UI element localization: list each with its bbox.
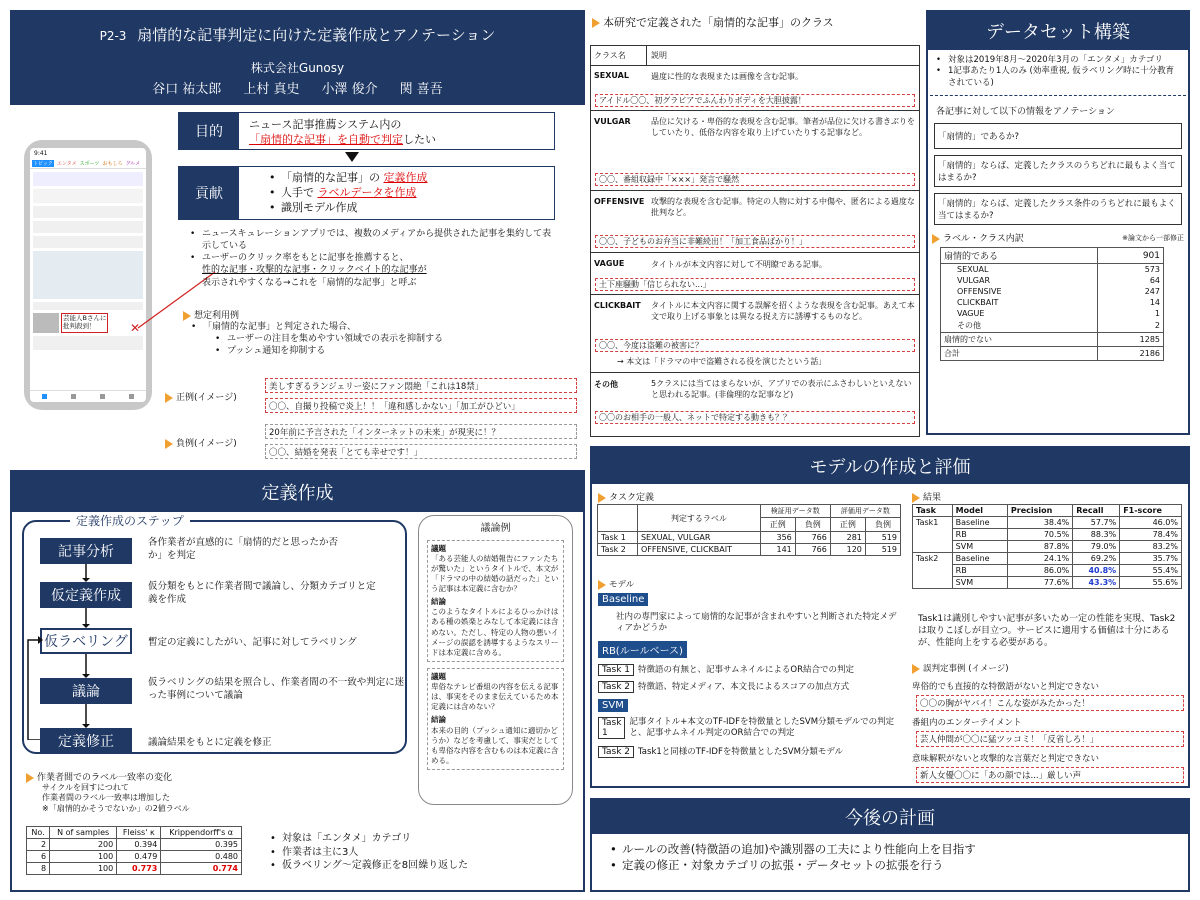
background-list <box>190 228 560 289</box>
disc-heading: 議題 <box>431 671 446 681</box>
table-row <box>941 347 1164 361</box>
class-name: VULGAR <box>594 117 631 126</box>
error-example: 新人女優〇〇に「あの顔では...」厳しい声 <box>916 767 1184 783</box>
label-key: その他 <box>941 319 1098 333</box>
section-marker-icon <box>26 773 34 783</box>
error-title: 誤判定事例 (イメージ) <box>923 664 1009 674</box>
agreement-note: 作業者間のラベル一致率は増加した <box>42 793 170 803</box>
model-heading: モデルの作成と評価 <box>592 448 1188 484</box>
cell: 57.7% <box>1073 517 1120 529</box>
cell: 38.4% <box>1007 517 1072 529</box>
annot-title: 各記事に対して以下の情報をアノテーション <box>936 107 1115 118</box>
purpose-highlight: 「扇情的な記事」を自動で判定 <box>249 133 403 147</box>
cell: 69.2% <box>1073 553 1120 565</box>
class-row <box>591 111 919 191</box>
author-4: 関 喜吾 <box>399 82 443 97</box>
error-example: 芸人仲間が〇〇に猛ツッコミ！「反省しろ！」 <box>916 731 1184 747</box>
classes-heading <box>592 14 834 30</box>
dataset-list <box>928 50 1188 89</box>
discussion-card <box>427 540 564 662</box>
dataset-item: • 1記事あたり1人のみ (効率重視, 仮ラベリング時に十分教育されている) <box>936 66 1182 89</box>
class-example: 土下座騒動「信じられない...」 <box>595 278 915 291</box>
error-section <box>912 662 1184 783</box>
phone-tab[interactable]: グルメ <box>125 161 141 167</box>
label-key: 合計 <box>941 347 1098 361</box>
table-row <box>913 577 1182 589</box>
cell: 24.1% <box>1007 553 1072 565</box>
negative-examples-label <box>165 436 237 449</box>
agreement-header: Fleiss' κ <box>117 827 161 839</box>
agreement-section <box>26 770 276 814</box>
result-title-text: 結果 <box>923 493 942 503</box>
cell: 766 <box>795 532 830 544</box>
task-badge: Task 1 <box>598 717 625 739</box>
task-subheader: 正例 <box>830 518 865 532</box>
positive-example: 〇〇、自撮り投稿で炎上！！「違和感しかない」「加工がひどい」 <box>265 398 577 413</box>
poster-code: P2-3 <box>99 29 127 43</box>
cell: OFFENSIVE, CLICKBAIT <box>637 544 760 556</box>
cell: 35.7% <box>1120 553 1182 565</box>
table-row <box>941 333 1164 347</box>
classes-table <box>590 45 920 437</box>
cell: 0.394 <box>117 839 161 851</box>
agreement-header: N of samples <box>50 827 117 839</box>
table-row <box>941 297 1164 308</box>
step-desc: 議論結果をもとに定義を修正 <box>148 737 272 748</box>
cell: Task 1 <box>598 532 638 544</box>
label-key: VAGUE <box>941 308 1098 319</box>
label-title-wrap <box>932 231 1024 244</box>
class-desc: 過度に性的な表現または画像を含む記事。 <box>651 72 803 81</box>
table-row <box>913 565 1182 577</box>
label-key: 扇情的でない <box>941 333 1098 347</box>
cell: 55.4% <box>1120 565 1182 577</box>
task-badge: Task 2 <box>598 681 634 693</box>
table-row <box>941 286 1164 297</box>
nav-icon[interactable] <box>71 394 76 399</box>
class-desc: タイトルに本文内容に関する誤解を招くような表現を含む記事。あえて本文で取り上げる事象とは異なる捉え方に誘導するものなど。 <box>651 301 915 321</box>
cell: 86.0% <box>1007 565 1072 577</box>
label-value: 1285 <box>1097 333 1163 347</box>
task-subheader: 負例 <box>795 518 830 532</box>
agreement-title: 作業者間でのラベル一致率の変化 <box>37 773 173 783</box>
phone-article-line: 批判殺到！ <box>63 322 96 330</box>
contribution-label: 貢献 <box>179 167 239 219</box>
agreement-note: ※「扇情的かそうでないか」の2値ラベル <box>42 803 190 813</box>
disc-heading: 議題 <box>431 543 446 553</box>
cell: 0.479 <box>117 851 161 863</box>
contribution-text: 「扇情的な記事」の <box>281 171 384 184</box>
section-marker-icon <box>912 493 920 503</box>
label-key: 扇情的である <box>941 248 1098 264</box>
table-row <box>941 308 1164 319</box>
negative-example: 〇〇、結婚を発表「とても幸せです！」 <box>265 444 577 459</box>
step-3: 仮ラベリング <box>40 628 132 654</box>
contribution-item <box>269 201 428 216</box>
label-key: CLICKBAIT <box>941 297 1098 308</box>
svm-desc: 記事タイトル+本文のTF-IDFを特徴量としたSVM分類モデルでの判定と、記事サムネイル判定のOR結合での判定 <box>629 716 895 739</box>
result-header: Model <box>952 505 1007 517</box>
negative-label-text: 負例(イメージ) <box>176 439 237 449</box>
rb-desc: 特徴語、特定メディア、本文長によるスコアの加点方式 <box>638 681 850 692</box>
label-key: OFFENSIVE <box>941 286 1098 297</box>
cell: SEXUAL, VULGAR <box>637 532 760 544</box>
company: 株式会社Gunosy <box>250 61 345 75</box>
phone-tabs <box>30 159 146 169</box>
table-row <box>27 851 242 863</box>
task-header: 検証用データ数 <box>760 505 830 518</box>
error-heading: 卑俗的でも直接的な特徴語がないと判定できない <box>912 682 1100 692</box>
class-row <box>591 253 919 295</box>
nav-icon[interactable] <box>129 394 134 399</box>
label-value: 2 <box>1097 319 1163 333</box>
purpose-box <box>178 112 555 150</box>
agreement-table <box>26 826 242 875</box>
dataset-heading: データセット構築 <box>928 12 1188 50</box>
definition-heading: 定義作成 <box>12 472 583 512</box>
label-key: VULGAR <box>941 275 1098 286</box>
table-row <box>941 264 1164 276</box>
class-name: OFFENSIVE <box>594 197 645 206</box>
task-badge: Task 2 <box>598 746 634 758</box>
cell: 766 <box>795 544 830 556</box>
class-name: SEXUAL <box>594 71 629 80</box>
agreement-header: Krippendorff's α <box>161 827 242 839</box>
cell: 519 <box>865 532 900 544</box>
annot-question: 「扇情的」ならば、定義したクラスのうちどれに最もよく当てはまるか? <box>934 155 1182 187</box>
cell: 0.773 <box>117 863 161 875</box>
section-marker-icon <box>165 439 173 449</box>
cell: 141 <box>760 544 795 556</box>
table-row <box>941 275 1164 286</box>
step-desc: 仮分類をもとに作業者間で議論し、分類カテゴリと定義を作成 <box>148 581 376 606</box>
annot-question: 「扇情的」ならば、定義したクラス条件のうちどれに最もよく当てはまるか? <box>934 193 1182 225</box>
task-subheader: 正例 <box>760 518 795 532</box>
cell: 2 <box>27 839 50 851</box>
cell: 0.395 <box>161 839 242 851</box>
class-row <box>591 66 919 111</box>
background-item <box>190 252 560 288</box>
disc-text: 卑俗なテレビ番組の内容を伝える記事は、事実をそのまま伝えているため本定義には含めない？ <box>431 682 559 712</box>
cell: Task2 <box>913 553 953 565</box>
result-text: Task1は識別しやすい記事が多いため一定の性能を実現、Task2は取りこぼしが目立つ。サービスに適用する価値は十分にあるが、性能向上をする必要がある。 <box>918 614 1176 649</box>
step-desc: 暫定の定義にしたがい、記事に対してラベリング <box>148 637 357 648</box>
cell: 356 <box>760 532 795 544</box>
phone-bottom-nav <box>30 390 146 402</box>
model-section <box>598 578 903 758</box>
baseline-desc: 社内の専門家によって扇情的な記事が含まれやすいと判断された特定メディアかどうか <box>616 612 897 634</box>
table-row <box>27 863 242 875</box>
section-marker-icon <box>598 580 606 590</box>
steps-title: 定義作成のステップ <box>70 512 190 529</box>
down-arrow <box>345 152 359 162</box>
cell: 100 <box>50 863 117 875</box>
step-4: 議論 <box>40 678 132 704</box>
label-value: 64 <box>1097 275 1163 286</box>
cell: 100 <box>50 851 117 863</box>
class-desc: 品位に欠ける・卑俗的な表現を含む記事。筆者が品位に欠ける書きぶりをしていたり、低俗な内容を取り上げていたりする記事など。 <box>651 117 915 137</box>
future-panel <box>590 798 1190 892</box>
error-example: 〇〇の胸がヤバイ！こんな姿がみたかった！ <box>916 695 1184 711</box>
agreement-note: サイクルを回すにつれて <box>42 783 129 792</box>
positive-label-text: 正例(イメージ) <box>176 393 237 403</box>
label-value: 247 <box>1097 286 1163 297</box>
class-example: 〇〇、番組収録中「×××」発言で騒然 <box>595 173 915 186</box>
label-value: 901 <box>1097 248 1163 264</box>
cell: 519 <box>865 544 900 556</box>
author-1: 谷口 祐太郎 <box>152 82 222 97</box>
contribution-item <box>269 171 428 186</box>
author-2: 上村 真史 <box>243 82 300 97</box>
nav-icon[interactable] <box>100 394 105 399</box>
phone-tab[interactable]: トピック <box>33 161 53 167</box>
purpose-label: 目的 <box>179 113 239 149</box>
section-marker-icon <box>592 18 600 28</box>
table-row <box>941 248 1164 264</box>
table-row <box>913 541 1182 553</box>
poster-title: 扇情的な記事判定に向けた定義作成とアノテーション <box>137 26 496 44</box>
classes-col-header: 説明 <box>651 51 667 60</box>
result-title <box>912 490 941 503</box>
task-title-text: タスク定義 <box>609 493 655 503</box>
svm-tag: SVM <box>598 699 628 712</box>
background-text: ユーザーのクリック率をもとに記事を推薦すると、 <box>202 253 409 264</box>
label-value: 2186 <box>1097 347 1163 361</box>
label-note: ※論文から一部修正 <box>1122 233 1184 242</box>
phone-article-line: 芸能人Bさんに <box>63 314 107 323</box>
cell: RB <box>952 529 1007 541</box>
cell: 79.0% <box>1073 541 1120 553</box>
future-heading: 今後の計画 <box>592 800 1188 834</box>
task-header: 評価用データ数 <box>830 505 900 518</box>
cell: RB <box>952 565 1007 577</box>
phone-tab[interactable]: スポーツ <box>79 161 100 167</box>
model-title: モデル <box>609 580 635 590</box>
cell: SVM <box>952 541 1007 553</box>
result-header: Task <box>913 505 953 517</box>
future-item: • ルールの改善(特徴語の追加)や識別器の工夫により性能向上を目指す <box>610 842 1188 858</box>
class-desc: 攻撃的な表現を含む記事。特定の人物に対する中傷や、匿名による過度な批判など。 <box>651 197 915 217</box>
class-name: VAGUE <box>594 259 625 268</box>
disc-text: 本来の目的（プッシュ通知に適切かどうか）などを考慮して、事実だとしても卑俗な内容を含むものは本定義に含める。 <box>431 725 559 765</box>
usecase-item <box>191 321 563 357</box>
discussion-bubble <box>418 515 573 805</box>
section-marker-icon <box>598 493 606 503</box>
step-2: 仮定義作成 <box>40 582 132 608</box>
table-row <box>598 532 901 544</box>
positive-example: 美しすぎるランジェリー姿にファン悶絶「これは18禁」 <box>265 378 577 393</box>
agreement-header: No. <box>27 827 50 839</box>
usecase-sub-item: • プッシュ通知を抑制する <box>215 345 563 357</box>
label-table <box>940 247 1164 361</box>
cell <box>913 529 953 541</box>
home-icon[interactable] <box>42 394 47 399</box>
cell: 8 <box>27 863 50 875</box>
class-name: CLICKBAIT <box>594 301 641 310</box>
task-badge: Task 1 <box>598 664 634 676</box>
purpose-text-rest: したい <box>403 133 436 147</box>
table-row <box>913 529 1182 541</box>
cell: 200 <box>50 839 117 851</box>
discussion-card <box>427 668 564 770</box>
step-flow-arrows <box>20 560 100 740</box>
class-row <box>591 191 919 253</box>
contribution-item <box>269 186 428 201</box>
section-marker-icon <box>183 311 191 321</box>
table-row <box>913 553 1182 565</box>
disc-text: 「ある芸能人の結婚報告にファンたちが驚いた」というタイトルで、本文が「ドラマの中の結婚の話だった」という記事は本定義に含むか？ <box>431 553 559 593</box>
usecase-section <box>183 308 563 357</box>
cell: Baseline <box>952 517 1007 529</box>
note-item: • 作業者は主に3人 <box>270 846 468 860</box>
author-3: 小澤 俊介 <box>321 82 378 97</box>
task-header: 判定するラベル <box>637 505 760 532</box>
cell: 43.3% <box>1073 577 1120 589</box>
label-key: SEXUAL <box>941 264 1098 276</box>
class-example: アイドル〇〇、初グラビアでふんわりボディを大胆披露！ <box>595 94 915 107</box>
dataset-panel <box>926 10 1190 435</box>
table-row <box>913 517 1182 529</box>
class-desc: タイトルが本文内容に対して不明瞭である記事。 <box>651 260 827 269</box>
classes-title: 本研究で定義された「扇情的な記事」のクラス <box>603 16 834 29</box>
label-value: 1 <box>1097 308 1163 319</box>
task-title <box>598 490 654 503</box>
cell <box>913 565 953 577</box>
cell: 77.6% <box>1007 577 1072 589</box>
note-item: • 対象は「エンタメ」カテゴリ <box>270 832 468 846</box>
rb-tag: RB(ルールベース) <box>598 641 687 658</box>
cell: 78.4% <box>1120 529 1182 541</box>
class-note: → 本文は「ドラマの中で盗難される役を演じたという話」 <box>617 357 827 366</box>
contribution-box <box>178 166 555 220</box>
label-value: 573 <box>1097 264 1163 276</box>
error-heading: 番組内のエンターテイメント <box>912 718 1022 728</box>
cell: 281 <box>830 532 865 544</box>
phone-tab[interactable]: おもしろ <box>102 161 123 167</box>
usecase-text: 「扇情的な記事」と判定された場合、 <box>203 322 357 332</box>
task-table <box>597 504 901 556</box>
cell <box>913 541 953 553</box>
step-5: 定義修正 <box>40 728 132 754</box>
cell: 87.8% <box>1007 541 1072 553</box>
note-item: • 仮ラベリング～定義修正を8回繰り返した <box>270 859 468 873</box>
cell: 0.774 <box>161 863 242 875</box>
contribution-text: 識別モデル作成 <box>281 200 358 214</box>
table-row <box>941 319 1164 333</box>
phone-time: 9:41 <box>34 150 48 157</box>
negative-example: 20年前に予言された「インターネットの未来」が現実に！？ <box>265 424 577 439</box>
step-1: 記事分析 <box>40 538 132 564</box>
class-example: 〇〇、今度は盗難の被害に？ <box>595 339 915 352</box>
result-header: Precision <box>1007 505 1072 517</box>
section-marker-icon <box>932 234 940 244</box>
contribution-list <box>239 167 438 219</box>
future-item: • 定義の修正・対象カテゴリの拡張・データセットの拡張を行う <box>610 858 1188 874</box>
title-panel <box>10 10 585 105</box>
error-heading: 意味解釈がないと攻撃的な言葉だと判定できない <box>912 754 1100 764</box>
task-subheader: 負例 <box>865 518 900 532</box>
blank <box>598 505 638 532</box>
contribution-highlight: ラベルデータを作成 <box>317 185 417 199</box>
cell: 0.480 <box>161 851 242 863</box>
contribution-text: 人手で <box>281 185 318 199</box>
section-marker-icon <box>912 664 920 674</box>
class-row <box>591 295 919 373</box>
class-desc: 5クラスには当てはまらないが、アプリでの表示にふさわしいといえないと思われる記事。(非倫理的な記事など) <box>651 379 912 399</box>
class-example: 〇〇、子どものお弁当に非難続出！「加工食品ばかり！」 <box>595 235 915 248</box>
svg-text:✕: ✕ <box>130 321 141 335</box>
phone-tab[interactable]: エンタメ <box>56 161 77 167</box>
definition-notes <box>270 832 468 873</box>
authors <box>10 78 585 97</box>
result-header: Recall <box>1073 505 1120 517</box>
label-value: 14 <box>1097 297 1163 308</box>
classes-col-header: クラス名 <box>591 46 647 65</box>
cell: 83.2% <box>1120 541 1182 553</box>
cell: Task 2 <box>598 544 638 556</box>
cell: 46.0% <box>1120 517 1182 529</box>
cell: Baseline <box>952 553 1007 565</box>
disc-heading: 結論 <box>431 597 446 607</box>
table-row <box>27 839 242 851</box>
positive-examples-label <box>165 390 237 403</box>
background-item: • ニュースキュレーションアプリでは、複数のメディアから提供された記事を集約して表示している <box>190 228 560 252</box>
cell: 88.3% <box>1073 529 1120 541</box>
discussion-title: 議論例 <box>480 523 511 534</box>
future-list <box>592 834 1188 873</box>
purpose-text: ニュース記事推薦システム内の <box>249 118 402 131</box>
cell: 70.5% <box>1007 529 1072 541</box>
background-text: 性的な記事・攻撃的な記事・クリックベイト的な記事が <box>202 265 427 276</box>
section-marker-icon <box>165 393 173 403</box>
disc-text: このようなタイトルによるひっかけはある種の娯楽とみなして本定義には含めない。ただし、特定の人物の悪いイメージの誤認を誘導するようなスリードは本定義に含める。 <box>431 607 559 657</box>
table-row <box>598 544 901 556</box>
usecase-heading: 想定利用例 <box>194 311 240 321</box>
cell: 40.8% <box>1073 565 1120 577</box>
class-name: その他 <box>594 380 618 389</box>
cell: 6 <box>27 851 50 863</box>
step-desc: 各作業者が直感的に「扇情的だと思ったか否か」を判定 <box>148 537 339 562</box>
step-desc: 仮ラベリングの結果を照合し、作業者間の不一致や判定に迷った事例について議論 <box>148 677 405 702</box>
cell: Task1 <box>913 517 953 529</box>
background-text: 表示されやすくなる→これを「扇情的な記事」と呼ぶ <box>202 277 417 288</box>
cell: 120 <box>830 544 865 556</box>
label-title: ラベル・クラス内訳 <box>943 234 1024 245</box>
class-row <box>591 373 919 433</box>
cell: SVM <box>952 577 1007 589</box>
cell <box>913 577 953 589</box>
dataset-item: • 対象は2019年8月～2020年3月の「エンタメ」カテゴリ <box>936 55 1182 66</box>
rb-desc: 特徴語の有無と、記事サムネイルによるOR結合での判定 <box>638 664 855 675</box>
result-table <box>912 504 1182 589</box>
annot-question: 「扇情的」であるか? <box>934 123 1182 149</box>
cell: 55.6% <box>1120 577 1182 589</box>
usecase-sub-item: • ユーザーの注目を集めやすい領域での表示を抑制する <box>215 333 563 345</box>
svm-desc: Task1と同様のTF-IDFを特徴量としたSVM分類モデル <box>638 746 843 757</box>
result-header: F1-score <box>1120 505 1182 517</box>
class-example: 〇〇のお相手の一般人、ネットで特定する動きも？？ <box>595 411 915 424</box>
disc-heading: 結論 <box>431 715 446 725</box>
baseline-tag: Baseline <box>598 593 648 606</box>
contribution-highlight: 定義作成 <box>383 171 428 184</box>
